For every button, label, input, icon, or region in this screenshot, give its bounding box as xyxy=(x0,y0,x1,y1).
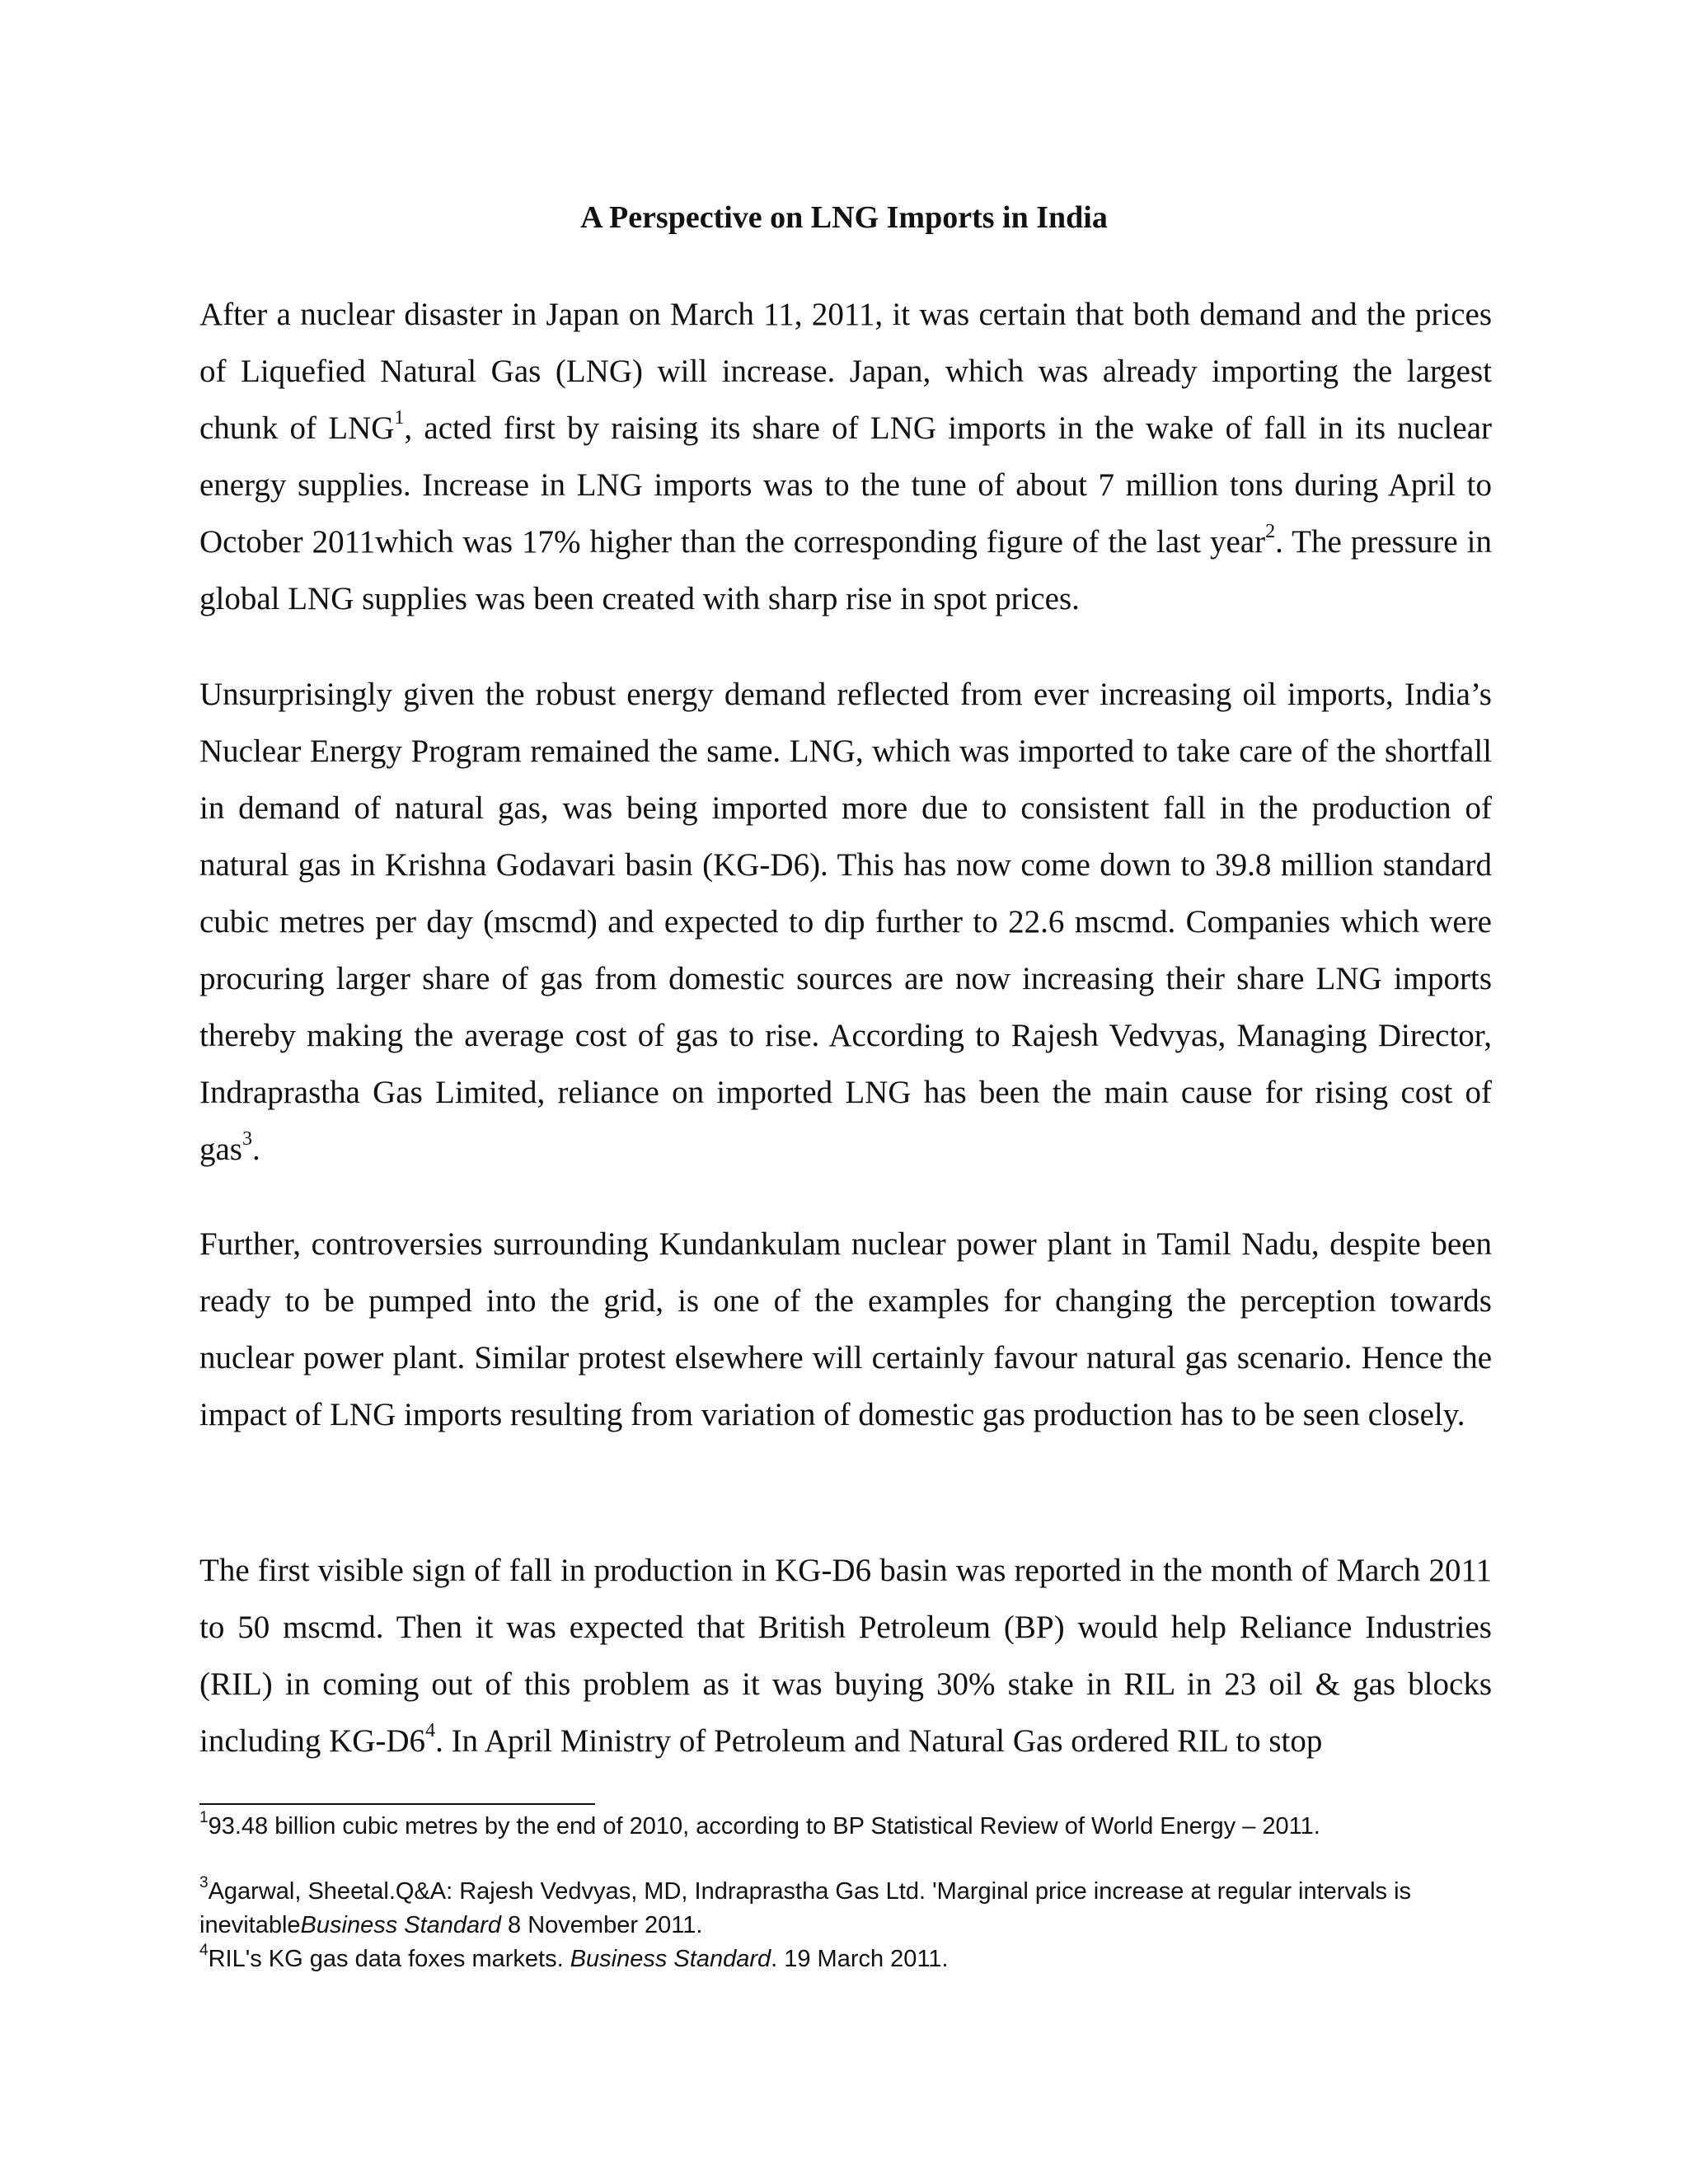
paragraph-1-text-b: , acted first by raising its share of LNG imports in the wake of fall in its nuclear energy supplies. Increase in LNG imports was to the tune of about 7 million tons during April to October 2011which was 17% higher than the corresponding figure of the last year xyxy=(199,410,1492,560)
paragraph-4-text-b: . In April Ministry of Petroleum and Natural Gas ordered RIL to stop xyxy=(435,1723,1323,1759)
footnote-4 xyxy=(199,1943,1492,1976)
footnote-text-end: 8 November 2011. xyxy=(500,1912,703,1938)
footnote-1 xyxy=(199,1810,1492,1844)
paragraph-2-text-a: Unsurprisingly given the robust energy demand reflected from ever increasing oil imports, India’s Nuclear Energy Program remained the same. LNG, which was imported to take care of the shortfall in demand of natural gas, was being imported more due to consistent fall in the production of natural gas in Krishna Godavari basin (KG-D6). This has now come down to 39.8 million standard cubic metres per day (mscmd) and expected to dip further to 22.6 mscmd. Companies which were procuring larger share of gas from domestic sources are now increasing their share LNG imports thereby making the average cost of gas to rise. According to Rajesh Vedvyas, Managing Director, Indraprastha Gas Limited, reliance on imported LNG has been the main cause for rising cost of gas xyxy=(199,677,1492,1167)
footnotes xyxy=(199,1810,1492,1976)
footnote-3 xyxy=(199,1875,1492,1943)
footnote-ref-4: 4 xyxy=(425,1720,436,1741)
footnote-mark: 1 xyxy=(199,1809,209,1827)
paragraph-2-text-b: . xyxy=(252,1132,260,1167)
footnote-text: 93.48 billion cubic metres by the end of 2010, according to BP Statistical Review of World Energy – 2011. xyxy=(208,1813,1320,1840)
paragraph-1-text-a: After a nuclear disaster in Japan on March 11, 2011, it was certain that both demand and the prices of Liquefied Natural Gas (LNG) will increase. Japan, which was already importing the largest chunk of LNG xyxy=(199,297,1492,446)
footnote-text: RIL's KG gas data foxes markets. xyxy=(208,1946,570,1972)
footnote-ref-2: 2 xyxy=(1265,521,1276,542)
footnote-mark: 3 xyxy=(199,1874,209,1892)
footnote-divider xyxy=(199,1803,595,1805)
footnote-source: Business Standard xyxy=(570,1946,771,1972)
footnote-mark: 4 xyxy=(199,1942,209,1960)
paragraph-1-text-c: . The pressure in global LNG supplies was been created with sharp rise in spot prices. xyxy=(199,524,1492,616)
paragraph-3-text: Further, controversies surrounding Kundankulam nuclear power plant in Tamil Nadu, despite been ready to be pumped into the grid, is one of the examples for changing the perception towards nuclear power plant. Similar protest elsewhere will certainly favour natural gas scenario. Hence the impact of LNG imports resulting from variation of domestic gas production has to be seen closely. xyxy=(199,1226,1492,1432)
footnote-ref-1: 1 xyxy=(394,407,405,429)
footnote-ref-3: 3 xyxy=(242,1128,252,1150)
paragraph-2 xyxy=(199,666,1492,1178)
paragraph-4-text-a: The first visible sign of fall in production in KG-D6 basin was reported in the month of March 2011 to 50 mscmd. Then it was expected that British Petroleum (BP) would help Reliance Industries (RIL) in coming out of this problem as it was buying 30% stake in RIL in 23 oil & gas blocks including KG-D6 xyxy=(199,1553,1492,1759)
footnote-text: Agarwal, Sheetal.Q&A: Rajesh Vedvyas, MD, Indraprastha Gas Ltd. 'Marginal price increase at regular intervals is inevitable xyxy=(199,1878,1412,1938)
paragraph-4 xyxy=(199,1542,1492,1769)
footnote-text-end: . 19 March 2011. xyxy=(771,1946,949,1972)
paragraph-1 xyxy=(199,286,1492,627)
paragraph-3 xyxy=(199,1216,1492,1443)
document-title: A Perspective on LNG Imports in India xyxy=(580,200,1108,235)
footnote-source: Business Standard xyxy=(300,1912,501,1938)
